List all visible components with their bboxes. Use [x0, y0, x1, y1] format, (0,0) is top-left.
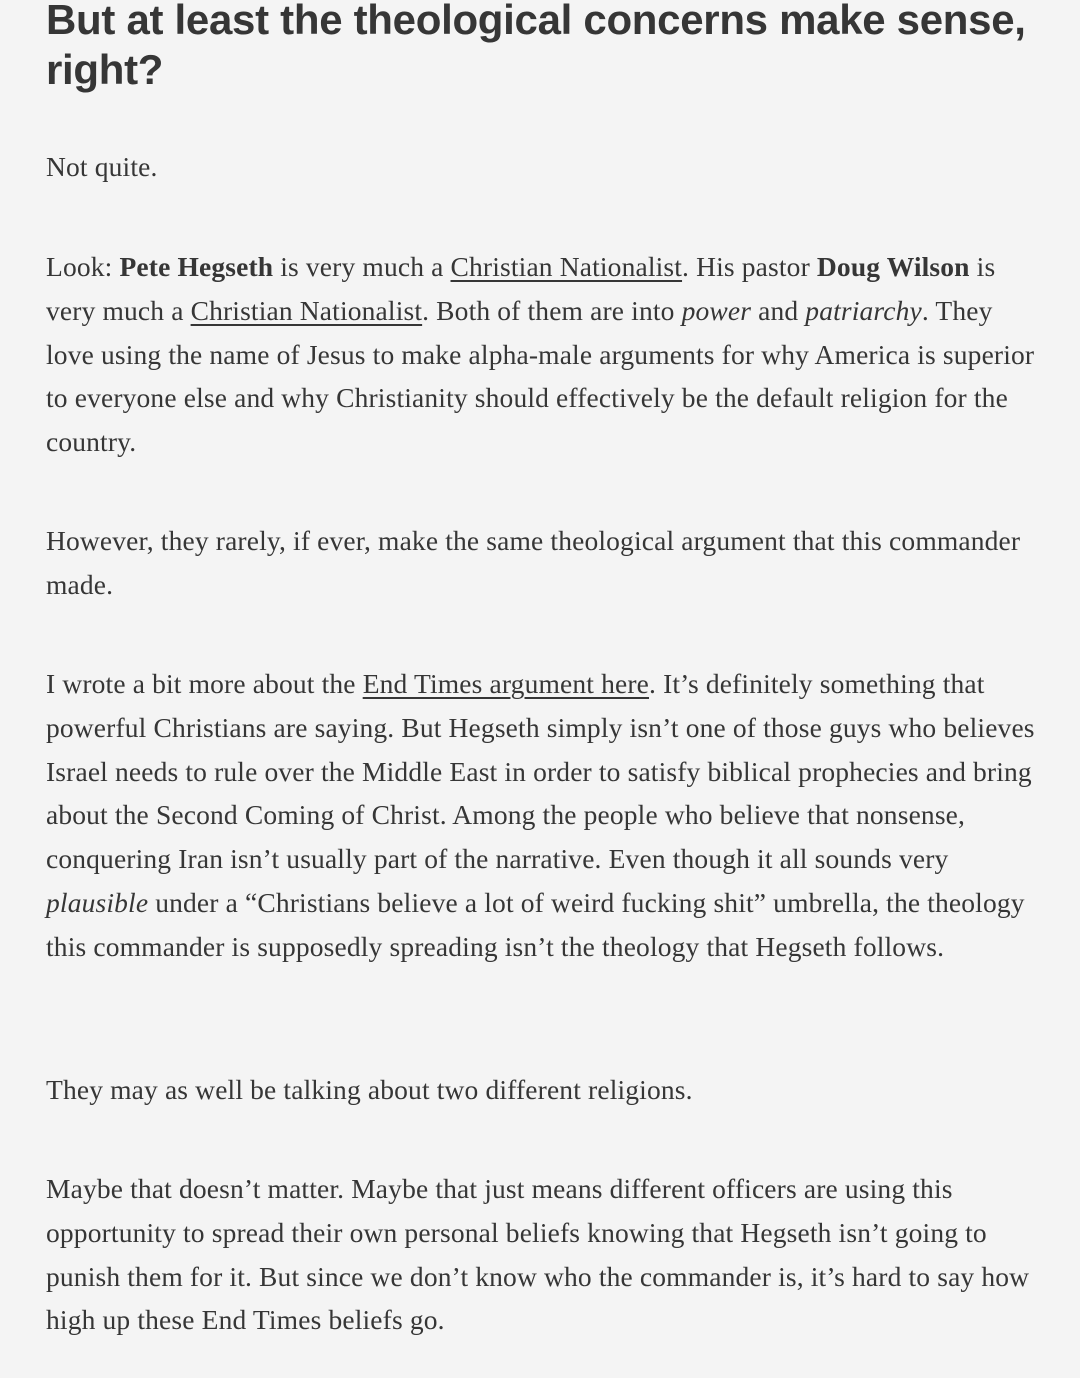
- name-doug-wilson: Doug Wilson: [816, 251, 970, 282]
- end-times-argument-link[interactable]: End Times argument here: [362, 668, 650, 699]
- emphasis-patriarchy: patriarchy: [805, 294, 922, 326]
- text: and: [751, 294, 806, 326]
- paragraph-maybe: Maybe that doesn’t matter. Maybe that just means different officers are using this opportunity to spread their own personal beliefs knowing that Hegseth isn’t going to punish them for it. But since we don’t know who the commander is, it’s hard to say how high up these End Times beliefs go.: [46, 1173, 1030, 1336]
- paragraph-end-times: [46, 662, 1046, 969]
- emphasis-plausible: plausible: [46, 886, 149, 918]
- emphasis-power: power: [681, 294, 752, 326]
- article-body: [46, 0, 1046, 1336]
- text: . Both of them are into: [422, 294, 682, 326]
- text: . It’s definitely something that powerful Christians are saying. But Hegseth simply isn’t one of those guys who believes Israel needs to rule over the Middle East in order to satisfy biblical prophecies and bring about the Second Coming of Christ. Among the people who believe that nonsense, conquering Iran isn’t usually part of the narrative. Even though it all sounds very: [46, 668, 1035, 875]
- text: is very much a: [46, 251, 996, 326]
- text: . His pastor: [682, 251, 817, 282]
- text: under a “Christians believe a lot of weird fucking shit” umbrella, the theology this commander is supposedly spreading isn’t the theology that Hegseth follows.: [46, 886, 1025, 962]
- paragraph-not-quite: Not quite.: [46, 151, 158, 182]
- christian-nationalist-link-2[interactable]: Christian Nationalist: [190, 294, 423, 326]
- text: Look:: [46, 251, 120, 282]
- text: is very much a: [273, 251, 451, 282]
- section-heading: But at least the theological concerns make sense, right?: [46, 0, 1026, 93]
- name-pete-hegseth: Pete Hegseth: [119, 251, 274, 282]
- text: . They love using the name of Jesus to make alpha-male arguments for why America is superior to everyone else and why Christianity should effectively be the default religion for the country.: [46, 294, 1035, 458]
- christian-nationalist-link-1[interactable]: Christian Nationalist: [450, 251, 683, 282]
- text: I wrote a bit more about the: [46, 668, 363, 699]
- paragraph-hegseth-wilson: [46, 245, 1046, 464]
- paragraph-two-religions: They may as well be talking about two different religions.: [46, 1074, 693, 1105]
- paragraph-however: However, they rarely, if ever, make the same theological argument that this commander made.: [46, 525, 1021, 600]
